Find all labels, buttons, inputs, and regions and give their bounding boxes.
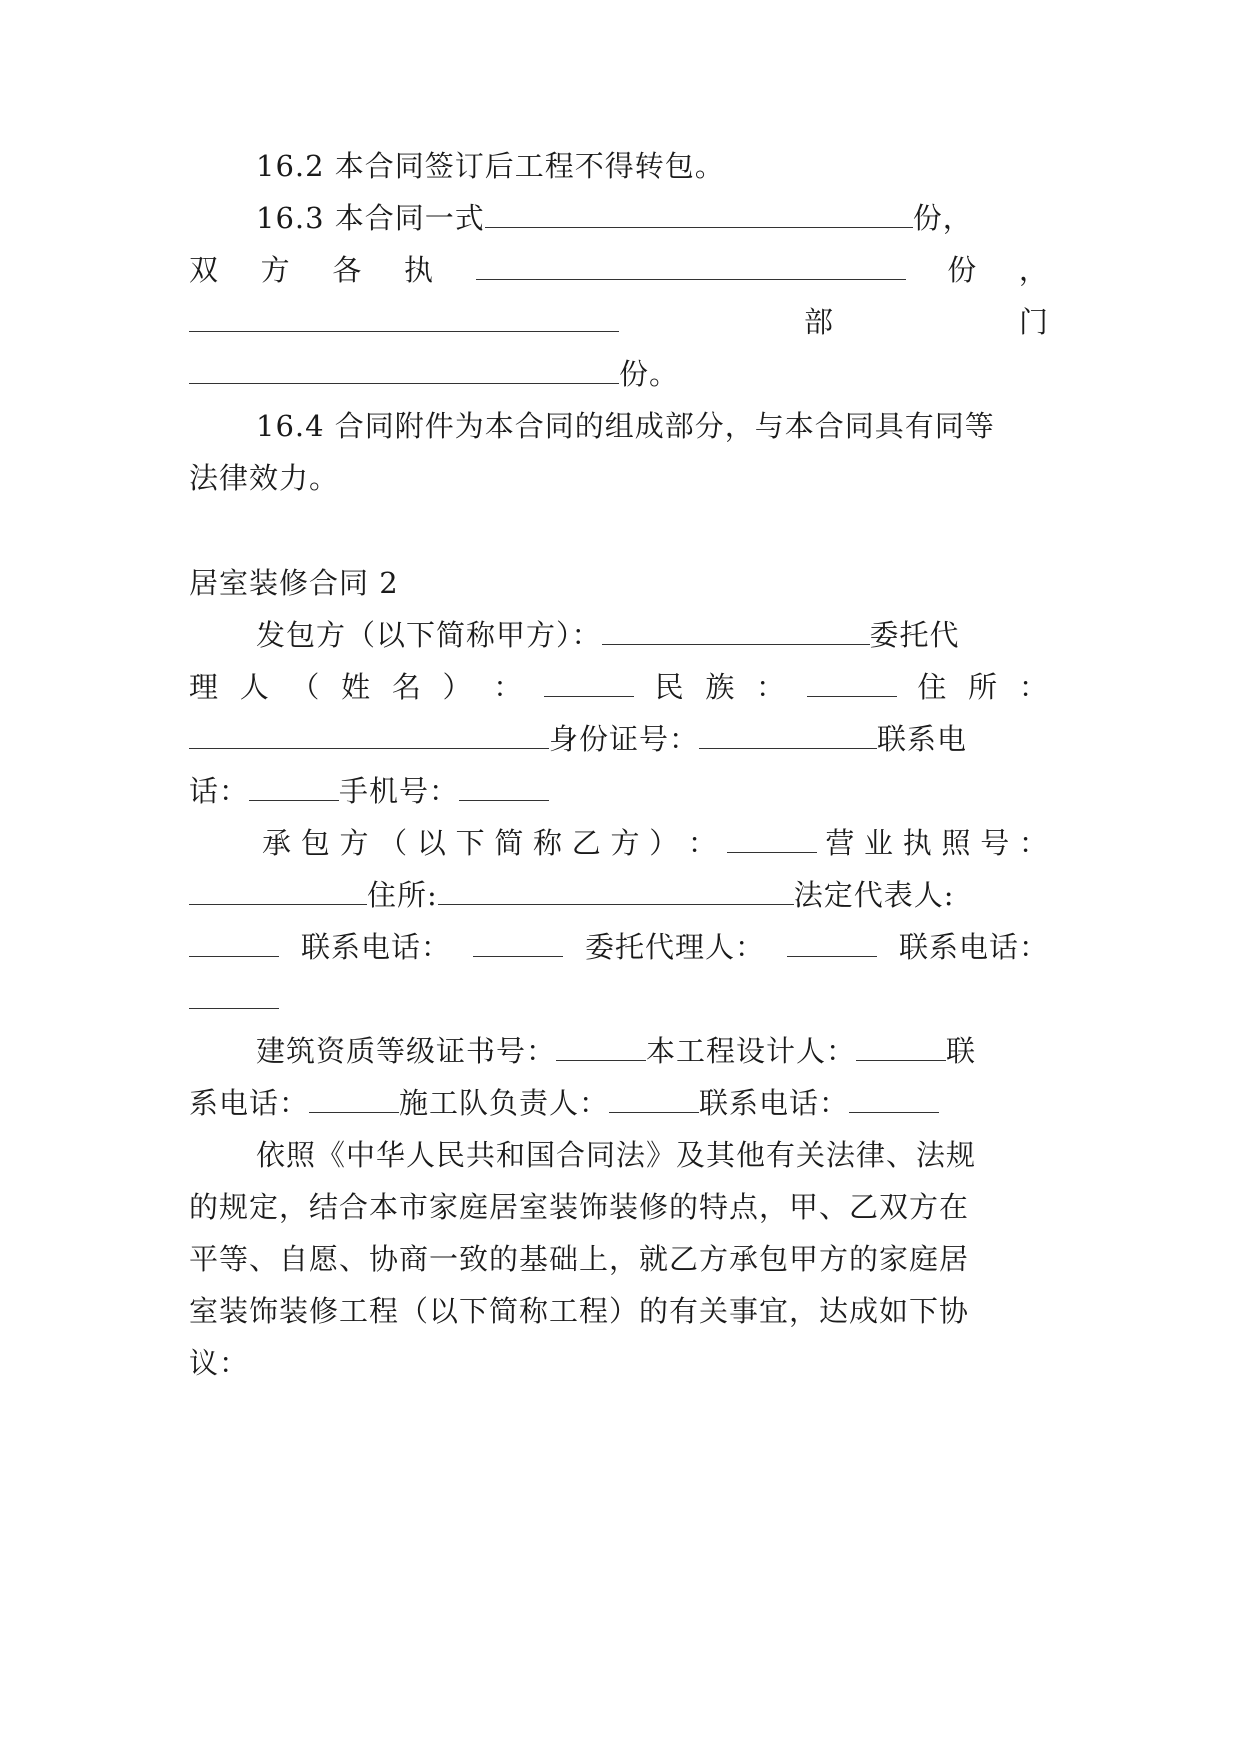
contract-title-text: 居室装修合同 2 [189,566,399,600]
clause-16-3-line2 [189,250,1049,290]
license-char: 营 [825,826,856,860]
party-b-address-blank[interactable] [438,878,794,905]
department-copies-unit: 份。 [619,357,680,391]
clause-16-3-line4 [189,354,1049,394]
license-blank[interactable] [189,878,367,905]
basis-text: 的规定，结合本市家庭居室装饰装修的特点，甲、乙双方在 [189,1190,970,1224]
department-copies-blank[interactable] [189,357,619,384]
legal-rep-blank[interactable] [189,930,279,957]
party-b-char: 乙 [571,826,602,860]
party-b-line3 [189,927,1049,967]
party-a-name-blank[interactable] [602,618,870,645]
basis-text: 议： [189,1346,250,1380]
copies-total-blank[interactable] [485,201,913,228]
qualification-line1 [256,1031,1049,1071]
phone-blank[interactable] [249,774,339,801]
party-b-line2 [189,875,1049,915]
clause-16-4-line1 [256,406,1049,446]
agent-name-blank[interactable] [544,670,634,697]
party-a-line2 [189,667,1049,707]
mobile-blank[interactable] [459,774,549,801]
license-char: 业 [864,826,895,860]
address-blank[interactable] [189,722,549,749]
agent-char: （ [290,670,321,704]
basis-line-4 [189,1291,1049,1331]
license-char: 照 [941,826,972,860]
team-leader-phone-label: 联系电话： [699,1086,850,1120]
ethnicity-char: 族 [705,670,736,704]
cert-number-label: 建筑资质等级证书号： [256,1034,557,1068]
party-b-char: ： [687,826,718,860]
cert-number-blank[interactable] [556,1034,646,1061]
legal-rep-label: 法定代表人: [793,878,955,912]
phone-label-end: 话： [189,774,250,808]
phone-label-start: 联系电 [877,722,968,756]
clause-16-4-line2 [189,458,1049,498]
designer-phone-label-start: 联 [946,1034,977,1068]
qualification-line2 [189,1083,1049,1123]
department-name-blank[interactable] [189,305,619,332]
address-char: 住 [917,670,948,704]
party-a-label: 发包方（以下简称甲方）： [256,618,602,652]
basis-line-1 [256,1135,1049,1175]
each-party-char-3: 各 [332,253,363,287]
team-leader-blank[interactable] [609,1086,699,1113]
team-leader-label: 施工队负责人： [399,1086,610,1120]
ethnicity-char: ： [756,670,787,704]
address-char: 所 [968,670,999,704]
mobile-label: 手机号： [339,774,460,808]
party-b-char: 以 [416,826,447,860]
party-b-char: 方 [339,826,370,860]
each-party-char-2: 方 [260,253,291,287]
id-number-blank[interactable] [699,722,877,749]
clause-16-2 [256,146,1049,186]
party-b-agent-label: 委托代理人： [584,930,765,964]
copies-unit: 份， [912,201,973,235]
party-b-agent-phone-blank[interactable] [189,982,279,1009]
party-b-char: ） [649,826,680,860]
party-a-line3 [189,719,1049,759]
license-char: ： [1018,826,1049,860]
agent-char: 理 [189,670,220,704]
agent-char: 人 [239,670,270,704]
clause-16-3-text: 16.3 本合同一式 [256,201,485,235]
each-party-char-1: 双 [189,253,220,287]
clause-16-3-line3 [189,302,1049,342]
party-b-agent-blank[interactable] [787,930,877,957]
party-b-phone-label: 联系电话： [300,930,451,964]
address-char: ： [1018,670,1049,704]
copies-each-blank[interactable] [476,253,906,280]
copies-each-unit: 份 [947,253,978,287]
agent-char: 名 [391,670,422,704]
designer-phone-blank[interactable] [309,1086,399,1113]
ethnicity-char: 民 [654,670,685,704]
basis-line-3 [189,1239,1049,1279]
party-b-char: 包 [300,826,331,860]
id-number-label: 身份证号： [549,722,700,756]
license-char: 执 [902,826,933,860]
party-b-char: 下 [455,826,486,860]
party-b-char: 承 [262,826,293,860]
party-b-char: 方 [610,826,641,860]
comma: ， [1018,253,1049,287]
party-b-phone-blank[interactable] [473,930,563,957]
party-b-agent-phone-label: 联系电话： [898,930,1049,964]
team-leader-phone-blank[interactable] [849,1086,939,1113]
agent-char: ： [493,670,524,704]
party-a-line1 [256,615,1049,655]
clause-16-4-text: 16.4 合同附件为本合同的组成部分，与本合同具有同等 [256,409,995,443]
ethnicity-blank[interactable] [807,670,897,697]
contract-2-title [189,563,1049,603]
party-b-line1 [262,823,1049,863]
basis-text: 平等、自愿、协商一致的基础上，就乙方承包甲方的家庭居 [189,1242,970,1276]
basis-text: 室装饰装修工程（以下简称工程）的有关事宜，达成如下协 [189,1294,970,1328]
party-b-char: 简 [494,826,525,860]
dept-char-1: 部 [803,305,834,339]
party-b-char: 称 [533,826,564,860]
clause-16-4-text-cont: 法律效力。 [189,461,340,495]
clause-16-3-line1 [256,198,1049,238]
basis-line-2 [189,1187,1049,1227]
agent-char: ） [442,670,473,704]
license-char: 号 [980,826,1011,860]
dept-char-2: 门 [1018,305,1049,339]
agent-label-start: 委托代 [869,618,960,652]
designer-blank[interactable] [856,1034,946,1061]
party-b-char: （ [378,826,409,860]
party-a-line4 [189,771,1049,811]
party-b-name-blank[interactable] [727,826,817,853]
designer-phone-label: 系电话： [189,1086,310,1120]
agent-char: 姓 [341,670,372,704]
designer-label: 本工程设计人： [646,1034,857,1068]
basis-line-5 [189,1343,1049,1383]
party-b-address-label: 住所: [367,878,438,912]
party-b-line4 [189,979,1049,1019]
each-party-char-4: 执 [403,253,434,287]
clause-16-2-text: 16.2 本合同签订后工程不得转包。 [256,149,725,183]
basis-text: 依照《中华人民共和国合同法》及其他有关法律、法规 [256,1138,977,1172]
